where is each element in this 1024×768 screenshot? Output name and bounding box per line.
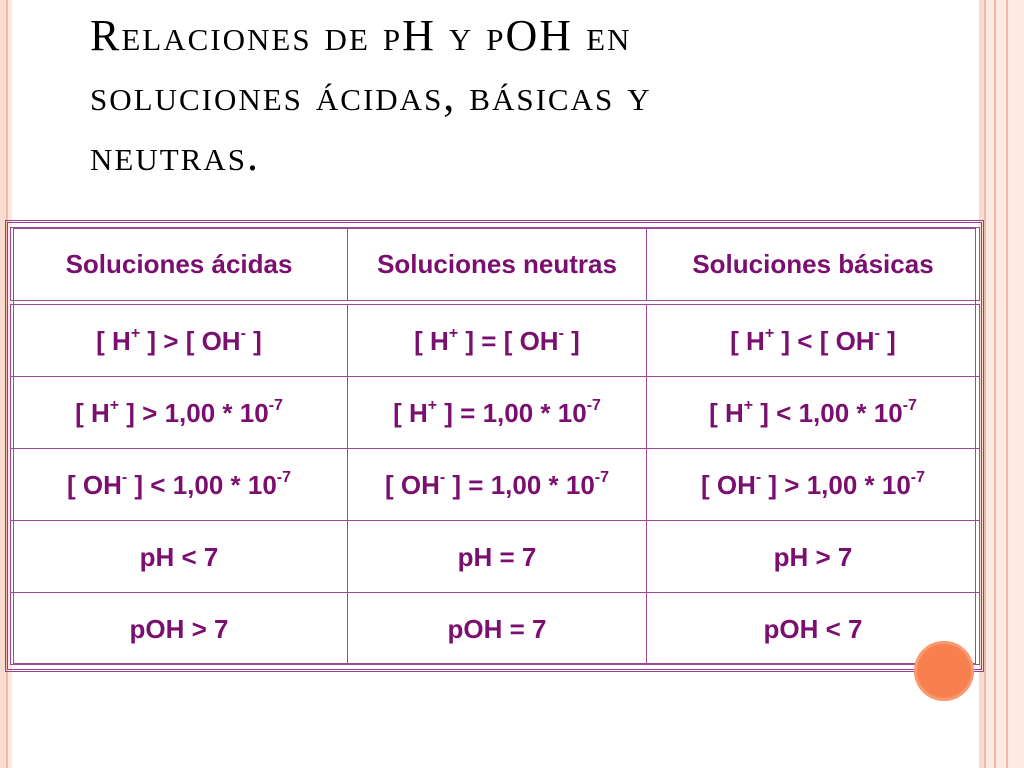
table-row bbox=[11, 521, 980, 593]
cell-neutral-oh-conc: [ OH- ] = $1,00 * 10^{-7}$ bbox=[348, 449, 647, 521]
cell-acidic-h-vs-oh: [ H+ ] > [ OH- ] bbox=[11, 305, 348, 377]
table-row bbox=[11, 593, 980, 665]
table-row bbox=[11, 449, 980, 521]
title-line-3: neutras. bbox=[90, 131, 260, 180]
cell-acidic-ph: pH < 7 bbox=[11, 521, 348, 593]
decorative-circle-icon bbox=[914, 641, 974, 701]
right-stripe-2 bbox=[986, 0, 994, 768]
cell-neutral-h-vs-oh: [ H+ ] = [ OH- ] bbox=[348, 305, 647, 377]
cell-neutral-poh: pOH = 7 bbox=[348, 593, 647, 665]
right-stripe-4 bbox=[1008, 0, 1024, 768]
cell-acidic-h-conc: [ H+ ] > $1,00 * 10^{-7}$ bbox=[11, 377, 348, 449]
cell-basic-h-vs-oh: [ H+ ] < [ OH- ] bbox=[647, 305, 980, 377]
slide-title bbox=[90, 6, 890, 186]
cell-basic-oh-conc: [ OH- ] > $1,00 * 10^{-7}$ bbox=[647, 449, 980, 521]
table-header-row bbox=[11, 228, 980, 301]
title-line-1: Relaciones de pH y pOH en bbox=[90, 11, 632, 60]
cell-acidic-oh-conc: [ OH- ] < $1,00 * 10^{-7}$ bbox=[11, 449, 348, 521]
cell-acidic-poh: pOH > 7 bbox=[11, 593, 348, 665]
cell-neutral-ph: pH = 7 bbox=[348, 521, 647, 593]
table-row bbox=[11, 305, 980, 377]
cell-basic-h-conc: [ H+ ] < $1,00 * 10^{-7}$ bbox=[647, 377, 980, 449]
cell-basic-poh: pOH < 7 bbox=[647, 593, 980, 665]
header-acidic: Soluciones ácidas bbox=[11, 228, 348, 301]
ph-relations-table bbox=[10, 227, 980, 665]
title-line-2: soluciones ácidas, básicas y bbox=[90, 71, 652, 120]
cell-neutral-h-conc: [ H+ ] = $1,00 * 10^{-7}$ bbox=[348, 377, 647, 449]
cell-basic-ph: pH > 7 bbox=[647, 521, 980, 593]
table-row bbox=[11, 377, 980, 449]
header-basic: Soluciones básicas bbox=[647, 228, 980, 301]
header-neutral: Soluciones neutras bbox=[348, 228, 647, 301]
right-stripe-3 bbox=[996, 0, 1006, 768]
